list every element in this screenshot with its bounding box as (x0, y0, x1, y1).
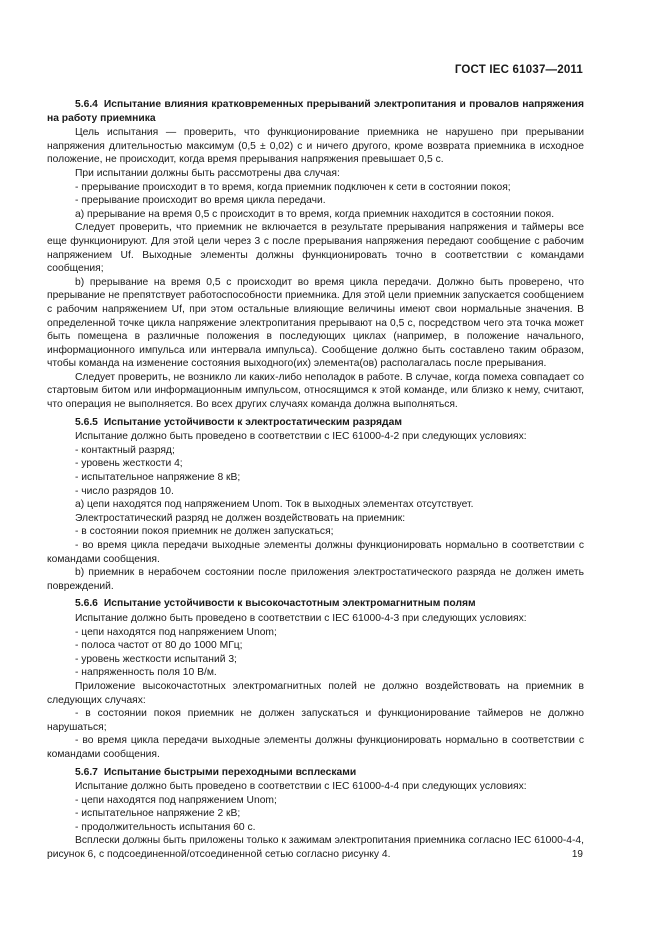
paragraph: a) цепи находятся под напряжением Unom. Ток в выходных элементах отсутствует. (75, 499, 474, 511)
standard-header: ГОСТ IEC 61037—2011 (454, 64, 583, 76)
section-heading (47, 597, 584, 611)
paragraph: b) прерывание на время 0,5 с происходит во время цикла передачи. Должно быть проверено, что прерывание не препятствует работоспособности приемника. Для этой цели приемник запускается сообщением с рабочим напряжением Uf, при этом остальные влияющие величины имеют свои нормальные значения. В определенной точке цикла напряжение электропитания прерывают на 0,5 с, посредством чего эта точка может быть помещена в различные положения в последующих циклах (например, в положение начального, информационного импульса или интервала импульса). Сообщение должно быть составлено таким образом, чтобы команда на изменение состояния выходного(их) элемента(ов) располагалась после прерывания. (47, 276, 584, 370)
paragraph: - испытательное напряжение 8 кВ; (75, 472, 241, 484)
paragraph: При испытании должны быть рассмотрены два случая: (75, 167, 340, 179)
paragraph: - в состоянии покоя приемник не должен запускаться; (75, 526, 334, 538)
paragraph: - в состоянии покоя приемник не должен запускаться и функционирование таймеров не должно нарушаться; (47, 708, 584, 733)
paragraph: Испытание должно быть проведено в соответствии с IEC 61000-4-3 при следующих условиях: (75, 612, 527, 624)
paragraph: Следует проверить, что приемник не включается в результате прерывания напряжения и таймеры все еще функционируют. Для этой цели через 3 с после прерывания напряжения передают сообщение с рабочим напряжением Uf. Выходные элементы должны функционировать точно в соответствии с командами сообщения; (47, 222, 584, 275)
page-number: 19 (571, 849, 583, 860)
paragraph: - продолжительность испытания 60 с. (75, 821, 256, 833)
paragraph: - полоса частот от 80 до 1000 МГц; (75, 640, 243, 652)
paragraph: - прерывание происходит во время цикла передачи. (75, 195, 326, 207)
paragraph: - прерывание происходит в то время, когда приемник подключен к сети в состоянии покоя; (75, 181, 511, 193)
paragraph: b) приемник в нерабочем состоянии после приложения электростатического разряда не должен иметь повреждений. (47, 567, 584, 592)
section-title: Испытание быстрыми переходными всплесками (103, 766, 357, 778)
paragraph: - напряженность поля 10 В/м. (75, 667, 217, 679)
paragraph: - цепи находятся под напряжением Unom; (75, 626, 277, 638)
paragraph: - во время цикла передачи выходные элементы должны функционировать нормально в соответствии с командами сообщения. (47, 540, 584, 565)
paragraph: - испытательное напряжение 2 кВ; (75, 808, 241, 820)
section-title: Испытание устойчивости к электростатическим разрядам (103, 416, 402, 428)
section-number: 5.6.7 (75, 766, 98, 778)
section-heading (47, 98, 584, 125)
paragraph: - уровень жесткости 4; (75, 458, 183, 470)
section-number: 5.6.4 (75, 99, 98, 110)
paragraph: - цепи находятся под напряжением Unom; (75, 794, 277, 806)
section-number: 5.6.6 (75, 598, 98, 610)
section-title: Испытание влияния кратковременных прерываний электропитания и провалов напряжения на работу приемника (47, 99, 584, 124)
section-heading (47, 766, 584, 780)
paragraph: Цель испытания — проверить, что функционирование приемника не нарушено при прерывании напряжения длительностью максимум (0,5 ± 0,02) с и ничего другого, кроме возврата приемника в исходное положение, не происходит, когда время прерывания напряжения превышает 0,5 с. (47, 127, 584, 166)
paragraph: Испытание должно быть проведено в соответствии с IEC 61000-4-2 при следующих условиях: (75, 431, 527, 443)
paragraph: - уровень жесткости испытаний 3; (75, 653, 237, 665)
section-number: 5.6.5 (75, 416, 98, 428)
section-heading (47, 416, 584, 430)
paragraph: a) прерывание на время 0,5 с происходит в то время, когда приемник находится в состоянии покоя. (75, 208, 555, 220)
paragraph: Следует проверить, не возникло ли каких-либо неполадок в работе. В случае, когда помеха совпадает со стартовым битом или информационным импульсом, относящимся к этой команде, или близко к нему, считают, что операция не выполняется. Во всех других случаях команда должна выполняться. (47, 371, 584, 411)
paragraph: Испытание должно быть проведено в соответствии с IEC 61000-4-4 при следующих условиях: (75, 781, 527, 793)
section-title: Испытание устойчивости к высокочастотным электромагнитным полям (103, 598, 476, 610)
paragraph: - контактный разряд; (75, 444, 175, 456)
paragraph: Электростатический разряд не должен воздействовать на приемник: (75, 512, 406, 524)
paragraph: Всплески должны быть приложены только к зажимам электропитания приемника согласно IEC 61000-4-4, рисунок 6, с подсоединенной/отсоединенной сетью согласно рисунку 4. (47, 835, 584, 861)
paragraph: - во время цикла передачи выходные элементы должны функционировать нормально в соответствии с командами сообщения. (47, 735, 584, 760)
paragraph: - число разрядов 10. (75, 485, 174, 497)
paragraph: Приложение высокочастотных электромагнитных полей не должно воздействовать на приемник в следующих случаях: (47, 680, 584, 706)
document-body (47, 94, 584, 862)
